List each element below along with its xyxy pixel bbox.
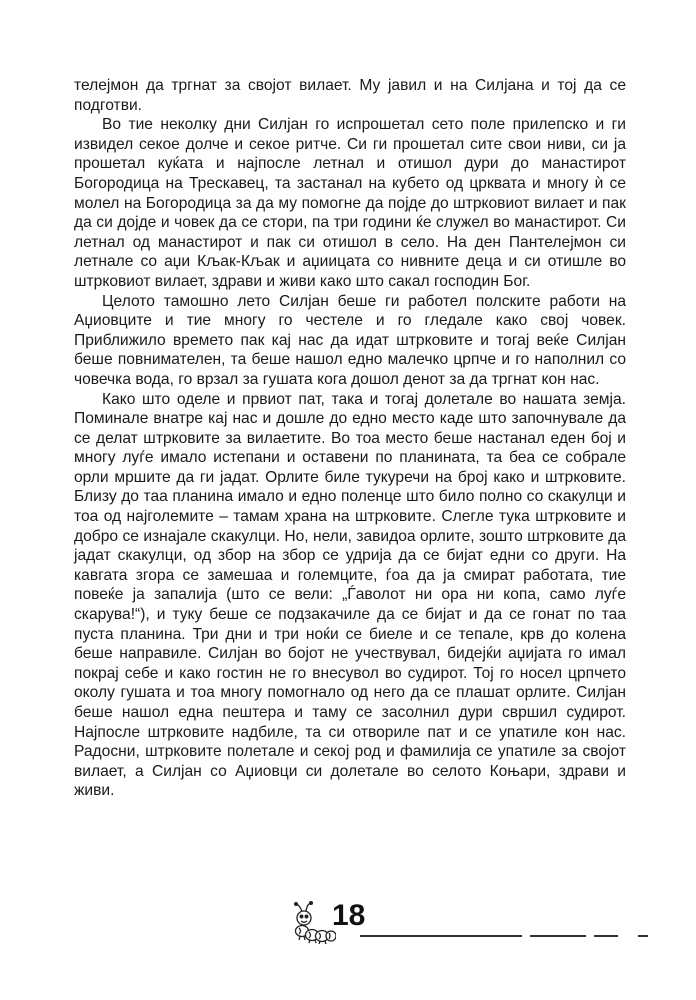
footer-rule-3 xyxy=(594,935,618,937)
caterpillar-icon xyxy=(290,900,336,946)
footer-rule-2 xyxy=(530,935,586,937)
paragraph-2: Во тие неколку дни Силјан го испрошетал сето поле прилепско и ги извидел секое долче и секое ритче. Си ги прошетал сите свои ниви, си ја прошетал куќата и најпосле летнал и отишол дури до манастирот Богородица на Трескавец, та застанал на кубето од црквата и многу ѝ се молел на Богородица за да му помогне да појде до штрковиот вилает и пак да си дојде и човек да се стори, па три години ќе служел во манастирот. Си летнал од манастирот и пак си отишол в село. На ден Пантелејмон си летнале со аџи Кљак-Кљак и аџиицата со нивните деца и си отишле во штрковиот вилает, здрави и живи како што сакал господин Бог. xyxy=(74,116,626,290)
page-number: 18 xyxy=(332,899,366,932)
page-footer xyxy=(290,900,660,950)
footer-rule-4 xyxy=(638,935,648,937)
paragraph-3: Целото тамошно лето Силјан беше ги работел полските работи на Аџиовците и тие многу го честеле и го гледале како свој човек. Приближило времето пак кај нас да идат штрковите и тогај веќе Силјан беше повнимателен, та беше нашол едно малечко црпче и го наполнил со човечка вода, го врзал за гушата кога дошол денот за да тргнат кон нас. xyxy=(74,292,626,388)
paragraph-1: телејмон да тргнат за својот вилает. Му јавил и на Силјана и тој да се подготви. xyxy=(74,77,626,114)
paragraph-4: Како што оделе и првиот пат, така и тогај долетале во нашата земја. Поминале внатре кај нас и дошле до едно место каде што започнувале да се делат штрковите за вилаетите. Во тоа место беше настанал еден бој и многу луѓе имало истепани и оставени по планината, та беа се собрале орли мршите да ги јадат. Орлите биле тукуречи на број како и штрковите. Близу до таа планина имало и едно поленце што било полно со скакулци и тоа од најголемите – тамам храна на штрковите. Слегле тука штрковите и добро се изнајале скакулци. Но, нели, завидоа орлите, зошто штрковите да јадат скакулци, од збор на збор се удрија да се бијат едни со други. На кавгата згора се замешаа и големците, ѓоа да ја смират работата, тие повеќе ја запалија (што се вели: „Ѓаволот ни ора ни копа, само луѓе скарува!“), и туку беше се подзакачиле да се бијат и да се гонат по таа пуста планина. Три дни и три ноќи се биеле и се тепале, крв до колена беше направиле. Силјан во бојот не учествувал, бидејќи аџијата го имал покрај себе и како гостин не го внесувол во судирот. Тој го носел црпчето околу гушата и тоа многу помогнало од него да се плашат орлите. Силјан беше нашол една пештера и таму се засолнил дури свршил судирот. Најпосле штрковите надбиле, та си отвориле пат и се упатиле кон нас. Радосни, штрковите полетале и секој род и фамилија се упатиле за својот вилает, а Силјан со Аџиовци си долетале во селото Коњари, здрави и живи. xyxy=(74,390,626,800)
body-text xyxy=(74,76,626,801)
footer-rule-1 xyxy=(360,935,522,937)
